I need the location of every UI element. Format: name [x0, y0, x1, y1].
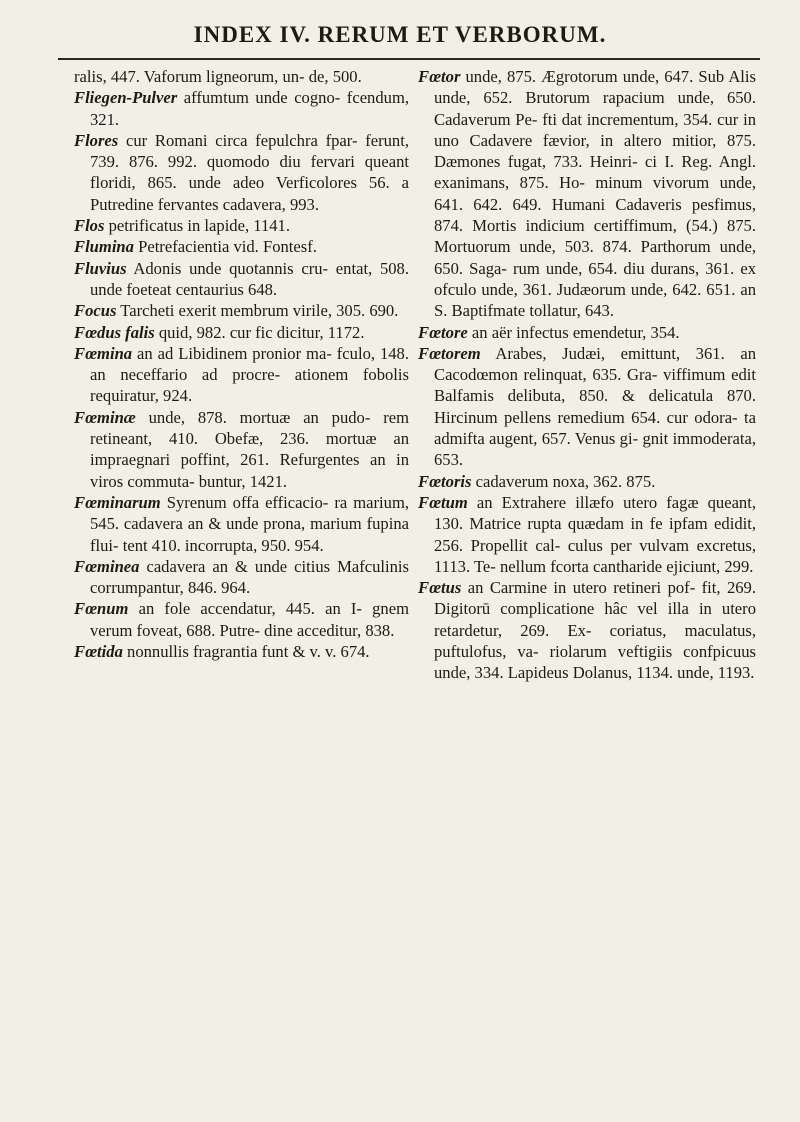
- entry-text: affumtum unde cogno- fcendum, 321.: [90, 88, 409, 129]
- entry-headword: Fœtum: [418, 492, 468, 512]
- running-head: INDEX IV. RERUM ET VERBORUM.: [193, 22, 607, 47]
- index-entry: [418, 577, 756, 683]
- entry-text: cur Romani circa fepulchra fpar- ferunt, 739. 876. 992. quomodo diu fervari queant floridi, 865. unde adeo Verficolores 56. a Putredine fervantes cadavera, 993.: [90, 130, 409, 214]
- index-entry: [74, 598, 409, 641]
- entry-headword: Fliegen-Pulver: [74, 88, 178, 108]
- index-entry: [74, 66, 409, 87]
- entry-text: unde, 878. mortuæ an pudo- rem retineant, 410. Obefæ, 236. mortuæ an impraegnari poffint, 261. Refurgentes an in viros commuta- buntur, 1421.: [90, 407, 409, 491]
- header-rule: [58, 58, 760, 60]
- index-entry: [74, 407, 409, 492]
- entry-headword: Fœtida: [74, 642, 123, 662]
- entry-text: Petrefacientia vid. Fontesf.: [133, 237, 317, 257]
- entry-text: quid, 982. cur fic dicitur, 1172.: [154, 322, 365, 342]
- entry-headword: Flos: [74, 216, 105, 236]
- entry-headword: Fœtore: [418, 322, 468, 342]
- entry-headword: Flores: [74, 130, 119, 150]
- index-entry: [74, 492, 409, 556]
- entry-text: an Carmine in utero retineri pof- fit, 269. Digitorū complicatione hâc vel illa in utero retardetur, 269. Ex- coriatus, maculatus, puftulofus, va- riolarum veftigiis confpicuus unde, 334. Lapideus Dolanus, 1134. unde, 1193.: [434, 578, 756, 683]
- index-entry: [74, 130, 409, 215]
- entry-headword: Fœdus falis: [74, 322, 155, 342]
- entry-text: an fole accendatur, 445. an I- gnem verum foveat, 688. Putre- dine acceditur, 838.: [90, 599, 409, 640]
- entry-text: Syrenum offa efficacio- ra marium, 545. cadavera an & unde prona, marium fupina flui- tent 410. incorrupta, 950. 954.: [90, 492, 409, 555]
- index-entry: [74, 343, 409, 407]
- index-entry: [74, 215, 409, 236]
- entry-headword: Fœminarum: [74, 492, 161, 512]
- index-entry: [74, 641, 409, 662]
- index-entry: [74, 87, 409, 130]
- entry-headword: Focus: [74, 301, 117, 321]
- entry-text: Tarcheti exerit membrum virile, 305. 690.: [116, 301, 399, 321]
- entry-text: nonnullis fragrantia funt & v. v. 674.: [122, 642, 370, 662]
- left-column: [74, 66, 409, 662]
- entry-text: an aër infectus emendetur, 354.: [467, 322, 680, 342]
- index-entry: [74, 258, 409, 301]
- entry-text: an Extrahere illæfo utero fagæ queant, 130. Matrice rupta quædam in fe ipfam edidit, 256. Propellit cal- culus per vulvam excretus, 1113. Te- nellum fcorta cantharide ejiciunt, 299.: [434, 492, 756, 576]
- entry-headword: Fœtorem: [418, 343, 481, 363]
- entry-text: unde, 875. Ægrotorum unde, 647. Sub Alis unde, 652. Brutorum rapacium unde, 650. Cadaverum Pe- fti dat incrementum, 354. cur in uno Cadavere fævior, in altero mitior, 875. Dæmones fugat, 733. Heinri- ci I. Reg. Angl. exanimans, 875. Ho- minum vivorum unde, 641. 642. 649. Humani Cadaveris pesfimus, 874. Mortis indicium certiffimum, (54.) 875. Mortuorum unde, 503. 874. Parthorum unde, 650. Saga- rum unde, 654. diu durans, 361. ex ofculo unde, 361. Judæorum unde, 642. 651. an S. Baptifmate tollatur, 643.: [434, 67, 756, 321]
- entry-text: ralis, 447. Vaforum ligneorum, un- de, 500.: [74, 67, 362, 86]
- entry-text: Arabes, Judæi, emittunt, 361. an Cacodœmon relinquat, 635. Gra- viffimum edit Balfamis delibuta, 850. & delicatula 870. Hircinum pellens remedium 654. cur odora- ta admifta augent, 657. Venus gi- gnit immoderata, 653.: [434, 343, 756, 470]
- entry-text: cadaverum noxa, 362. 875.: [471, 471, 656, 491]
- index-entry: [74, 556, 409, 599]
- entry-text: an ad Libidinem pronior ma- fculo, 148. an neceffario ad procre- ationem fobolis requiratur, 924.: [90, 343, 409, 406]
- right-column: [418, 66, 756, 684]
- entry-headword: Fœminæ: [74, 407, 136, 427]
- index-entry: [418, 471, 756, 492]
- entry-headword: Fœmina: [74, 343, 133, 363]
- entry-headword: Fluvius: [74, 258, 127, 278]
- index-entry: [74, 236, 409, 257]
- index-entry: [418, 66, 756, 322]
- entry-headword: Fœtoris: [418, 471, 472, 491]
- entry-text: petrificatus in lapide, 1141.: [104, 216, 290, 236]
- entry-text: Adonis unde quotannis cru- entat, 508. unde foeteat centaurius 648.: [90, 258, 409, 299]
- index-entry: [418, 492, 756, 577]
- entry-headword: Flumina: [74, 237, 134, 257]
- entry-text: cadavera an & unde citius Mafculinis corrumpantur, 846. 964.: [90, 556, 409, 598]
- index-entry: [74, 322, 409, 343]
- index-entry: [74, 300, 409, 321]
- index-entry: [418, 343, 756, 471]
- entry-headword: Fœtor: [418, 67, 461, 86]
- entry-headword: Fœminea: [74, 556, 140, 576]
- index-entry: [418, 322, 756, 343]
- entry-headword: Fœnum: [74, 599, 129, 619]
- entry-headword: Fœtus: [418, 578, 462, 598]
